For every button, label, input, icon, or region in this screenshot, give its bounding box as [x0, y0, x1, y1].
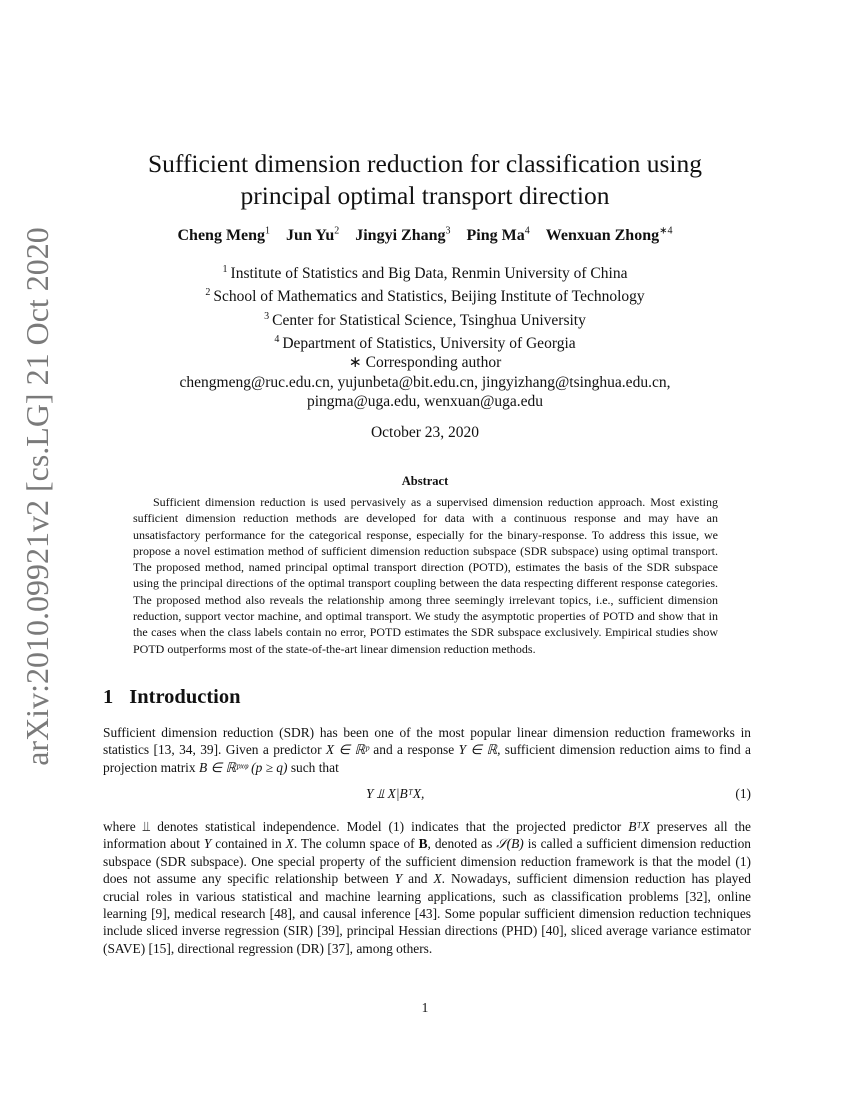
math-inline: Y: [203, 836, 212, 852]
paper-date: October 23, 2020: [370, 424, 480, 441]
email-line: chengmeng@ruc.edu.cn, yujunbeta@bit.edu.cn, jingyizhang@tsinghua.edu.cn,: [179, 373, 671, 391]
math-inline: 𝒮(B): [496, 836, 524, 852]
math-inline: B: [418, 836, 428, 852]
author: Wenxuan Zhong$^{∗4}$: [545, 226, 673, 245]
math-inline: X: [433, 871, 442, 887]
abstract-body: Sufficient dimension reduction is used pervasively as a supervised dimension reduction approach. Most existing sufficient dimension reduction methods are developed for data with a continuous response and may have an unsatisfactory performance for the categorical response, especially for the binary-response. To address this issue, we propose a novel estimation method of sufficient dimension reduction subspace (SDR subspace) using optimal transport. The proposed method, named principal optimal transport direction (POTD), estimates the basis of the SDR subspace using the principal directions of the optimal transport coupling between the data respecting different response categories. The proposed method also reveals the relationship among three seemingly irrelevant topics, i.e., sufficient dimension reduction, support vector machine, and optimal transport. We study the asymptotic properties of POTD and show that in the cases when the class labels contain no error, POTD estimates the SDR subspace exclusively. Empirical studies show POTD outperforms most of the state-of-the-art linear dimension reduction methods.: [133, 495, 718, 656]
page-number: 1: [421, 1000, 429, 1015]
email-line: pingma@uga.edu, wenxuan@uga.edu: [306, 392, 543, 410]
math-inline: X: [285, 836, 294, 852]
math-inline: B ∈ ℝᵖˣᵠ: [198, 759, 248, 775]
author: Cheng Meng$^1$: [177, 226, 271, 245]
affiliation: $^3$ Center for Statistical Science, Tsinghua University: [264, 310, 586, 329]
math-inline: Y ∈ ℝ: [458, 742, 498, 758]
affiliation: $^4$ Department of Statistics, University of Georgia: [274, 334, 576, 353]
section-heading: [103, 686, 241, 709]
equation-number: (1): [735, 786, 751, 801]
section-title: Introduction: [129, 686, 241, 708]
arxiv-stamp: [6, 226, 68, 766]
author-list: [100, 226, 750, 245]
math-inline: X ∈ ℝᵖ: [325, 742, 369, 758]
abstract-heading: Abstract: [401, 474, 449, 488]
equation-expression: Y ⫫ X|BᵀX,: [366, 786, 425, 801]
intro-paragraph-2: where ⫫ denotes statistical independence. Model (1) indicates that the projected predictor BᵀX preserves all the information about Y contained in X. The column space of B, denoted as 𝒮(B) is called a sufficient dimension reduction subspace (SDR subspace). One special property of the sufficient dimension reduction framework is that the model (1) does not assume any specific relationship between Y and X. Nowadays, sufficient dimension reduction has played crucial roles in various statistical and machine learning applications, such as classification problems [32], online learning [9], medical research [48], and causal inference [43]. Some popular sufficient dimension reduction techniques include sliced inverse regression (SIR) [39], principal Hessian directions (PHD) [40], sliced average variance estimator (SAVE) [15], directional regression (DR) [37], among others.: [103, 819, 751, 956]
math-inline: BᵀX: [628, 819, 650, 834]
author: Jingyi Zhang$^3$: [355, 226, 451, 245]
paper-title: Sufficient dimension reduction for classification using principal optimal transport direction: [147, 149, 703, 210]
corresponding-author-note: ∗ Corresponding author: [348, 354, 502, 372]
section-number: 1: [103, 686, 114, 708]
affiliation: $^1$ Institute of Statistics and Big Data, Renmin University of China: [222, 264, 628, 283]
author: Ping Ma$^4$: [466, 226, 530, 245]
intro-paragraph-1: Sufficient dimension reduction (SDR) has been one of the most popular linear dimension reduction frameworks in statistics [13, 34, 39]. Given a predictor X ∈ ℝᵖ and a response Y ∈ ℝ, sufficient dimension reduction aims to find a projection matrix B ∈ ℝᵖˣᵠ (p ≥ q) such that: [103, 725, 751, 775]
affiliations: [100, 260, 750, 411]
affiliation: $^2$ School of Mathematics and Statistics, Beijing Institute of Technology: [205, 287, 645, 306]
author: Jun Yu$^2$: [286, 226, 340, 245]
math-inline: Y: [394, 871, 403, 887]
math-inline: (p ≥ q): [251, 759, 288, 775]
arxiv-stamp-text: arXiv:2010.09921v2 [cs.LG] 21 Oct 2020: [18, 226, 55, 766]
